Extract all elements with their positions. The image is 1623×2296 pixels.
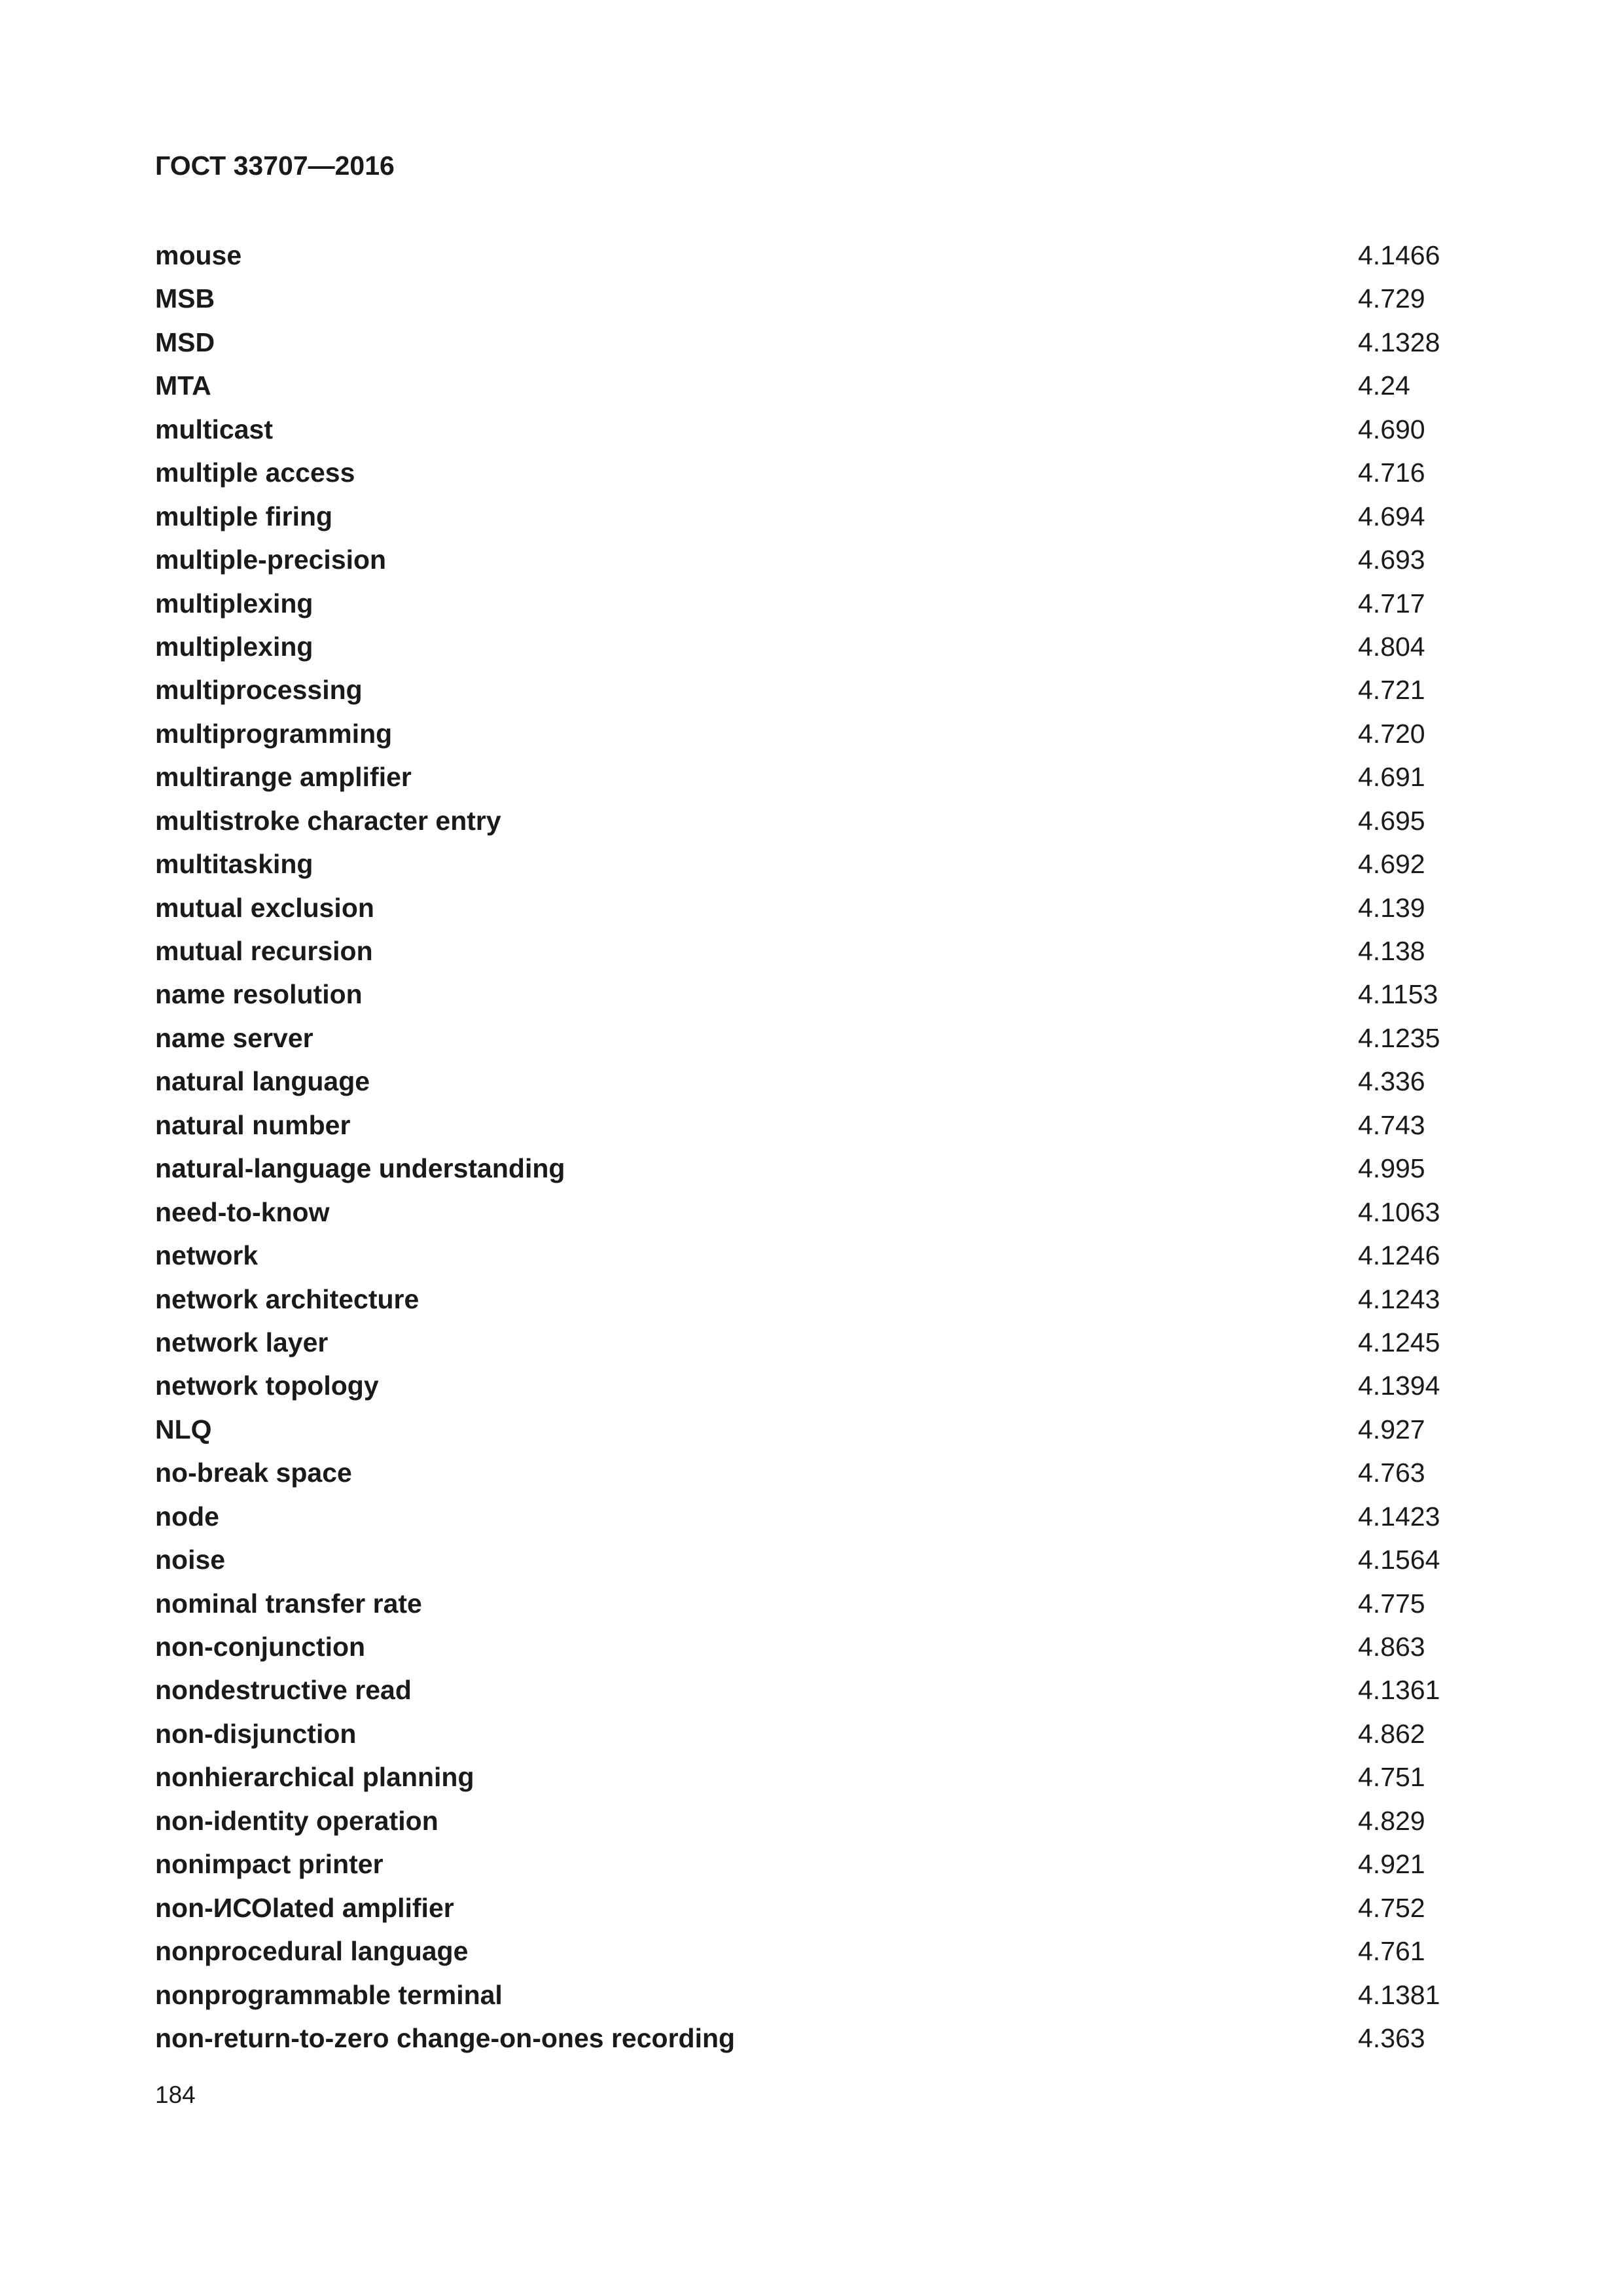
index-reference: 4.1235 bbox=[1358, 1022, 1440, 1053]
index-entry bbox=[155, 1712, 1471, 1755]
index-term: multiple-precision bbox=[155, 545, 387, 575]
index-reference: 4.690 bbox=[1358, 414, 1425, 444]
index-reference: 4.927 bbox=[1358, 1414, 1425, 1444]
index-reference: 4.863 bbox=[1358, 1632, 1425, 1662]
index-reference: 4.1243 bbox=[1358, 1283, 1440, 1314]
index-reference: 4.721 bbox=[1358, 675, 1425, 706]
index-entry bbox=[155, 277, 1471, 320]
index-entry bbox=[155, 1842, 1471, 1886]
index-reference: 4.138 bbox=[1358, 936, 1425, 966]
index-entry bbox=[155, 1625, 1471, 1668]
page-number: 184 bbox=[155, 2081, 196, 2108]
index-term: no-break space bbox=[155, 1458, 352, 1488]
index-reference: 4.1328 bbox=[1358, 327, 1440, 357]
index-term: nonprocedural language bbox=[155, 1936, 469, 1967]
index-term: multiplexing bbox=[155, 588, 313, 619]
index-entry bbox=[155, 582, 1471, 625]
index-reference: 4.1381 bbox=[1358, 1979, 1440, 2010]
index-term: MSD bbox=[155, 327, 215, 357]
index-list bbox=[155, 234, 1471, 2060]
index-reference: 4.691 bbox=[1358, 762, 1425, 793]
index-reference: 4.743 bbox=[1358, 1109, 1425, 1140]
index-term: non-return-to-zero change-on-ones recording bbox=[155, 2022, 736, 2053]
index-term: natural number bbox=[155, 1109, 351, 1140]
index-term: multiprocessing bbox=[155, 675, 363, 706]
index-reference: 4.995 bbox=[1358, 1153, 1425, 1184]
index-term: network layer bbox=[155, 1327, 329, 1357]
index-term: multicast bbox=[155, 414, 273, 444]
index-entry bbox=[155, 1973, 1471, 2017]
index-entry bbox=[155, 886, 1471, 929]
index-entry bbox=[155, 321, 1471, 364]
index-entry bbox=[155, 1495, 1471, 1538]
index-reference: 4.716 bbox=[1358, 457, 1425, 488]
index-entry bbox=[155, 495, 1471, 538]
index-term: mutual recursion bbox=[155, 936, 373, 966]
index-entry bbox=[155, 929, 1471, 973]
index-reference: 4.775 bbox=[1358, 1588, 1425, 1619]
index-term: network topology bbox=[155, 1371, 379, 1401]
index-reference: 4.1153 bbox=[1358, 979, 1438, 1010]
index-reference: 4.717 bbox=[1358, 588, 1425, 619]
index-term: non-ИСОlated amplifier bbox=[155, 1892, 454, 1923]
index-reference: 4.720 bbox=[1358, 718, 1425, 749]
index-term: name server bbox=[155, 1022, 313, 1053]
index-reference: 4.693 bbox=[1358, 545, 1425, 575]
index-entry bbox=[155, 1278, 1471, 1321]
index-entry bbox=[155, 1364, 1471, 1407]
index-term: non-identity operation bbox=[155, 1805, 438, 1836]
index-entry bbox=[155, 364, 1471, 407]
index-reference: 4.139 bbox=[1358, 892, 1425, 923]
index-term: nonhierarchical planning bbox=[155, 1762, 474, 1793]
index-term: multitasking bbox=[155, 849, 313, 880]
index-entry bbox=[155, 1060, 1471, 1103]
index-term: network bbox=[155, 1240, 259, 1271]
index-entry bbox=[155, 1321, 1471, 1364]
index-reference: 4.921 bbox=[1358, 1849, 1425, 1880]
index-term: natural language bbox=[155, 1066, 370, 1097]
index-reference: 4.1394 bbox=[1358, 1371, 1440, 1401]
index-entry bbox=[155, 973, 1471, 1016]
index-term: multiple access bbox=[155, 457, 355, 488]
index-entry bbox=[155, 1147, 1471, 1190]
index-term: name resolution bbox=[155, 979, 363, 1010]
index-reference: 4.829 bbox=[1358, 1805, 1425, 1836]
index-entry bbox=[155, 2017, 1471, 2060]
index-term: natural-language understanding bbox=[155, 1153, 565, 1184]
index-term: nonprogrammable terminal bbox=[155, 1979, 503, 2010]
index-term: multirange amplifier bbox=[155, 762, 412, 793]
index-entry bbox=[155, 799, 1471, 842]
index-entry bbox=[155, 625, 1471, 668]
index-entry bbox=[155, 1755, 1471, 1799]
index-term: mouse bbox=[155, 240, 242, 270]
index-reference: 4.804 bbox=[1358, 631, 1425, 662]
index-entry bbox=[155, 668, 1471, 711]
index-reference: 4.729 bbox=[1358, 283, 1425, 314]
index-entry bbox=[155, 1668, 1471, 1712]
index-entry bbox=[155, 1016, 1471, 1060]
index-term: multiplexing bbox=[155, 631, 313, 662]
index-entry bbox=[155, 1103, 1471, 1147]
index-entry bbox=[155, 1929, 1471, 1973]
index-reference: 4.862 bbox=[1358, 1718, 1425, 1749]
index-reference: 4.692 bbox=[1358, 849, 1425, 880]
index-entry bbox=[155, 538, 1471, 581]
index-term: MSB bbox=[155, 283, 215, 314]
page-header: ГОСТ 33707—2016 bbox=[155, 151, 395, 181]
index-entry bbox=[155, 408, 1471, 451]
index-term: multiprogramming bbox=[155, 718, 393, 749]
index-term: nondestructive read bbox=[155, 1675, 412, 1706]
index-term: non-disjunction bbox=[155, 1718, 357, 1749]
index-entry bbox=[155, 451, 1471, 494]
index-term: mutual exclusion bbox=[155, 892, 374, 923]
index-entry bbox=[155, 1408, 1471, 1451]
index-reference: 4.1423 bbox=[1358, 1501, 1440, 1532]
index-term: multiple firing bbox=[155, 501, 333, 531]
index-reference: 4.1564 bbox=[1358, 1545, 1440, 1575]
index-reference: 4.24 bbox=[1358, 370, 1410, 401]
index-term: noise bbox=[155, 1545, 226, 1575]
index-reference: 4.694 bbox=[1358, 501, 1425, 531]
index-entry bbox=[155, 755, 1471, 798]
index-reference: 4.1245 bbox=[1358, 1327, 1440, 1357]
index-entry bbox=[155, 712, 1471, 755]
index-term: nominal transfer rate bbox=[155, 1588, 422, 1619]
index-reference: 4.1063 bbox=[1358, 1196, 1440, 1227]
index-reference: 4.763 bbox=[1358, 1458, 1425, 1488]
index-entry bbox=[155, 1451, 1471, 1494]
index-reference: 4.1466 bbox=[1358, 240, 1440, 270]
index-reference: 4.1361 bbox=[1358, 1675, 1440, 1706]
index-reference: 4.1246 bbox=[1358, 1240, 1440, 1271]
index-entry bbox=[155, 1234, 1471, 1277]
index-reference: 4.752 bbox=[1358, 1892, 1425, 1923]
index-term: non-conjunction bbox=[155, 1632, 366, 1662]
index-reference: 4.761 bbox=[1358, 1936, 1425, 1967]
index-entry bbox=[155, 1191, 1471, 1234]
index-reference: 4.695 bbox=[1358, 805, 1425, 836]
index-entry bbox=[155, 1886, 1471, 1929]
index-entry bbox=[155, 234, 1471, 277]
index-entry bbox=[155, 842, 1471, 886]
index-entry bbox=[155, 1582, 1471, 1625]
index-term: multistroke character entry bbox=[155, 805, 501, 836]
index-term: need-to-know bbox=[155, 1196, 330, 1227]
index-entry bbox=[155, 1799, 1471, 1842]
index-term: node bbox=[155, 1501, 219, 1532]
index-reference: 4.751 bbox=[1358, 1762, 1425, 1793]
index-term: MTA bbox=[155, 370, 211, 401]
index-entry bbox=[155, 1538, 1471, 1581]
index-term: nonimpact printer bbox=[155, 1849, 383, 1880]
index-reference: 4.336 bbox=[1358, 1066, 1425, 1097]
index-term: network architecture bbox=[155, 1283, 419, 1314]
index-reference: 4.363 bbox=[1358, 2022, 1425, 2053]
index-term: NLQ bbox=[155, 1414, 212, 1444]
